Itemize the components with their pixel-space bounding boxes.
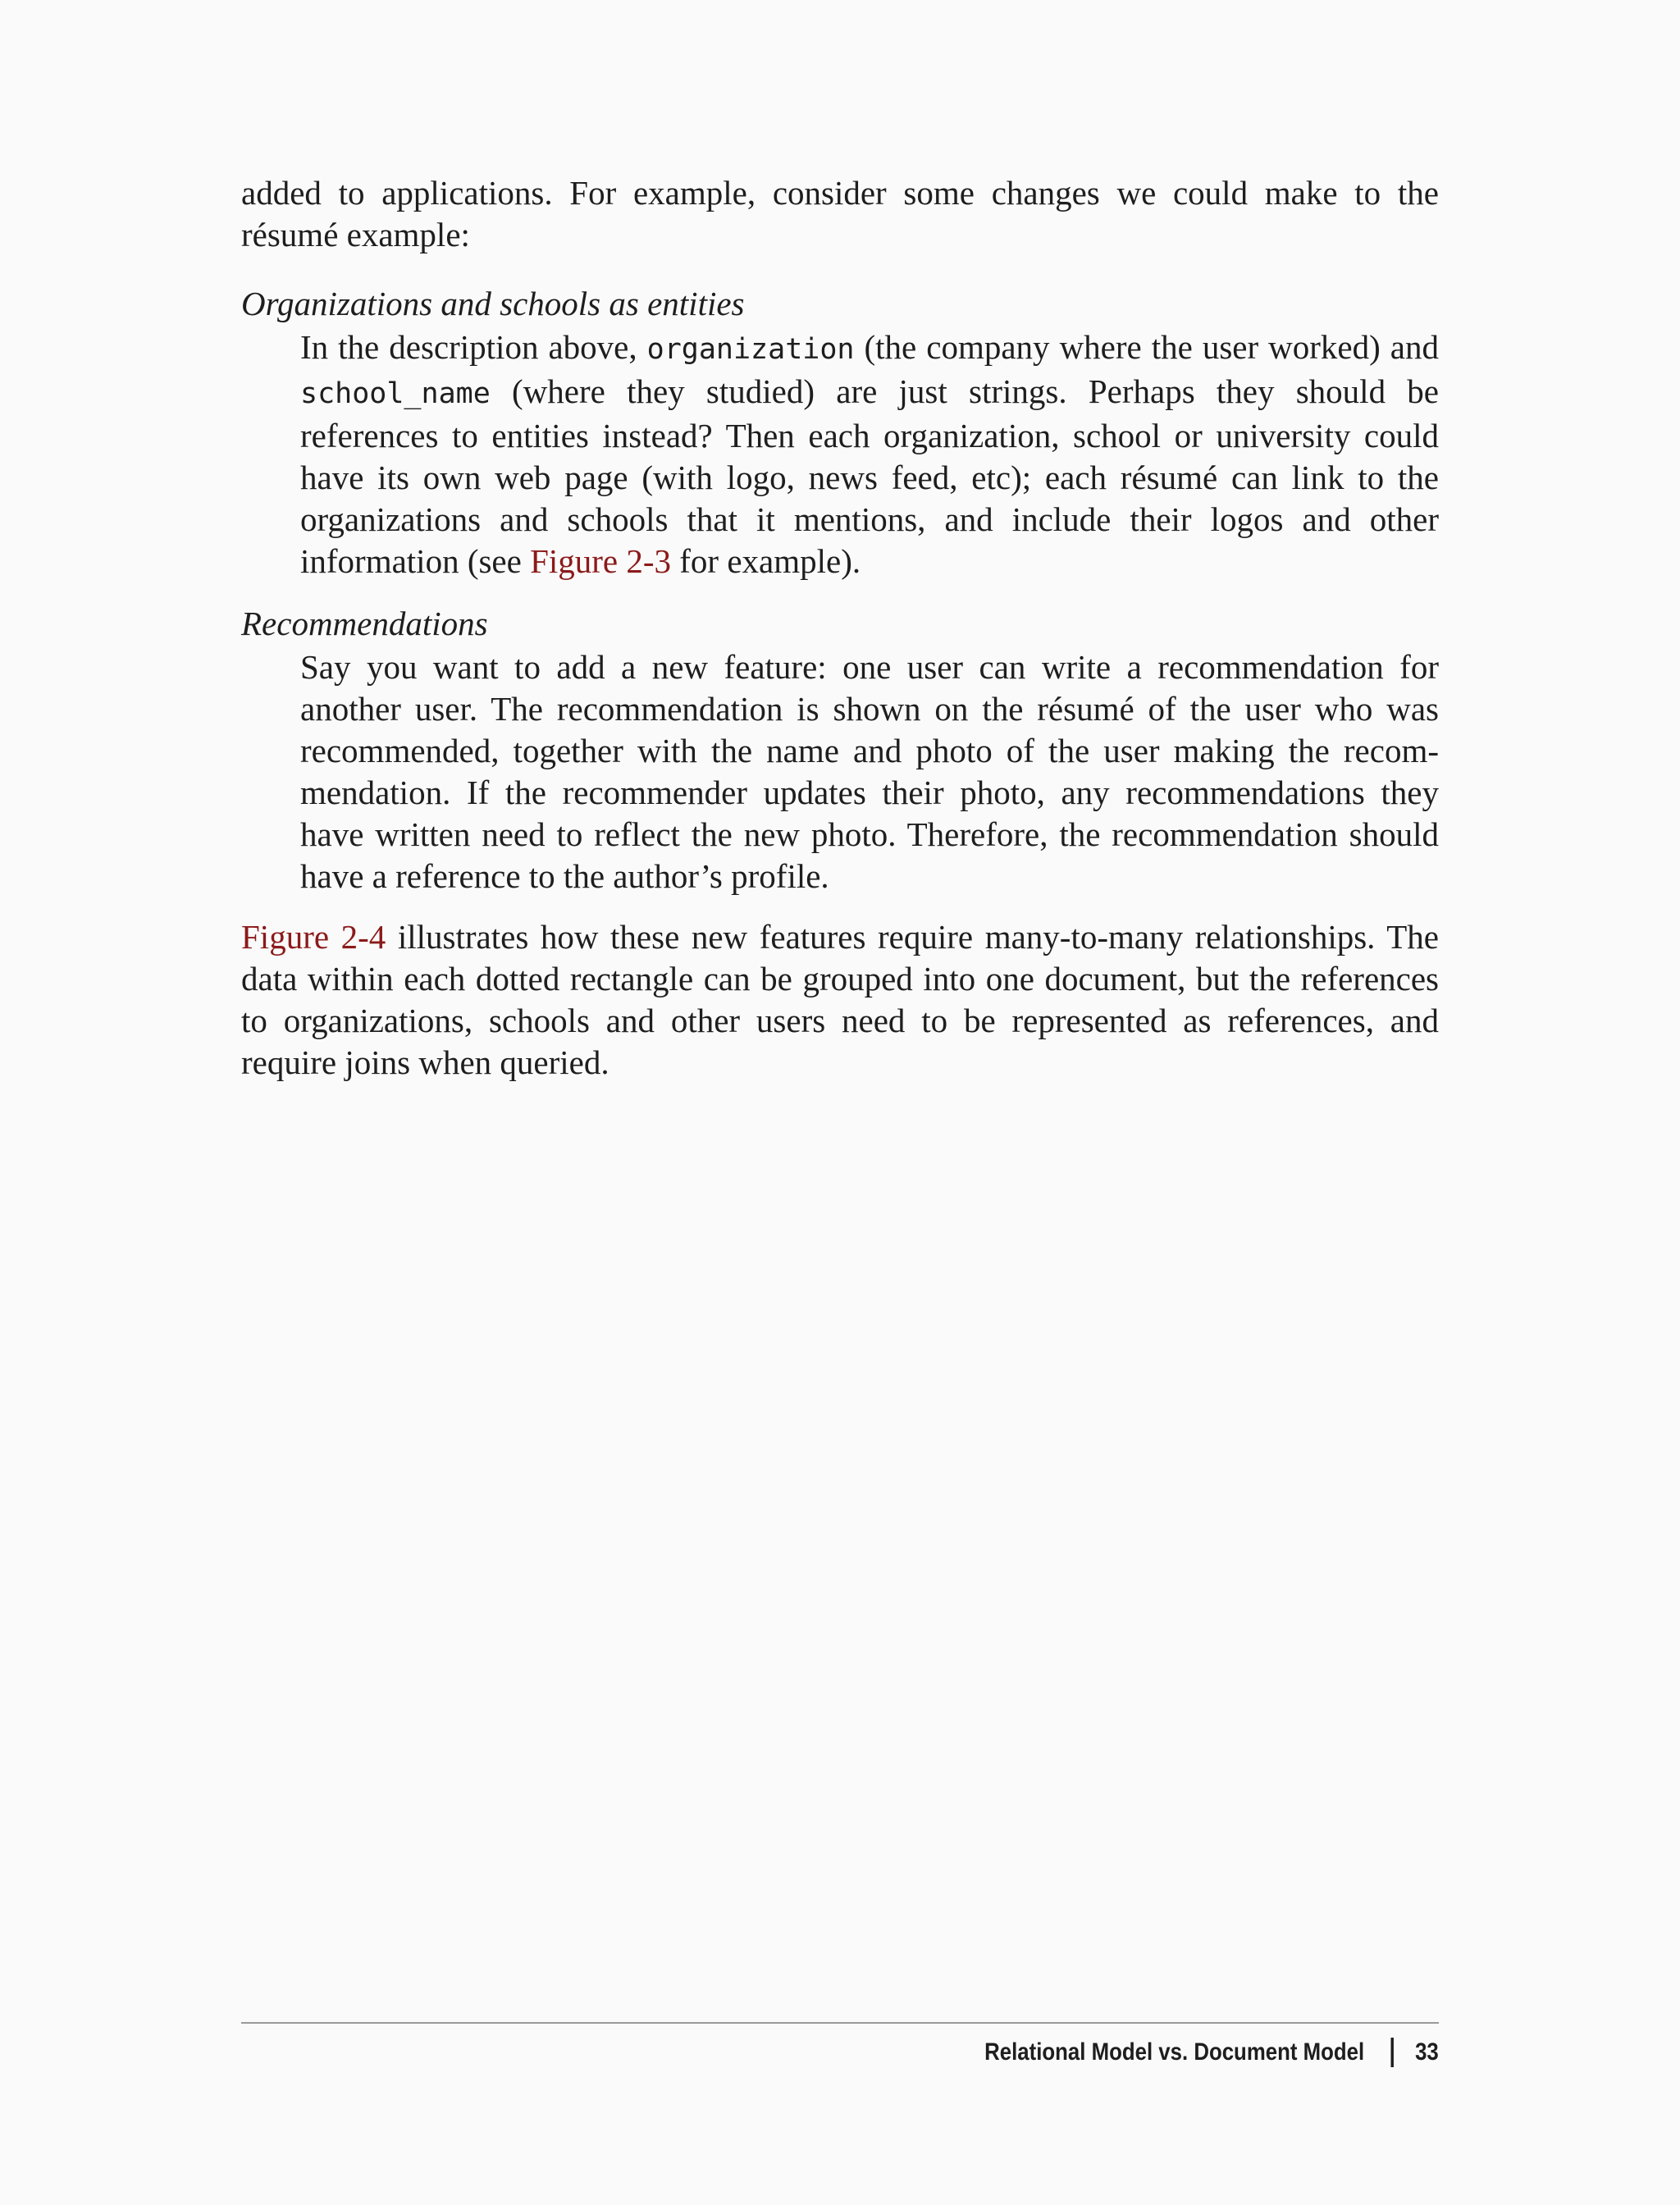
footer-divider [241,2022,1439,2024]
intro-paragraph [241,172,1439,256]
running-footer [984,2034,1439,2070]
desc-text: In the description above, [300,328,647,366]
desc-text: for example). [671,542,861,580]
closing-text: illustrates how these new features require many-to-many relationships. The data within each dotted rectangle can be grouped into one document, but the references to organizations, schools and other users need to be represented as references, and require joins when queried. [241,918,1439,1081]
closing-paragraph [241,916,1439,1084]
term-organizations-schools: Organizations and schools as entities [241,285,745,322]
code-school-name: school_name [300,377,491,410]
footer-section-title: Relational Model vs. Document Model [984,2038,1365,2066]
description-organizations-schools [300,326,1439,582]
desc-text: Say you want to add a new feature: one user can write a recommendation for another user. The recommendation is shown on the résumé of the user who was recommended, together with the name and photo of the user making the recommendation. If the recommender updates their photo, any recommendations they have written need to reflect the new photo. Therefore, the recommendation should have a reference to the author’s profile. [300,648,1439,895]
footer-separator [1391,2038,1394,2067]
desc-text: (where they studied) are just strings. Perhaps they should be references to entities instead? Then each organization, school or university could have its own web page (with logo, news feed, etc); each résumé can link to the organizations and schools that it mentions, and include their logos and other information (see [300,372,1439,580]
intro-text: added to applications. For example, consider some changes we could make to the résumé example: [241,174,1439,253]
figure-2-3-link[interactable]: Figure 2-3 [530,542,672,580]
term-recommendations: Recommendations [241,605,488,642]
code-organization: organization [646,333,855,366]
description-recommendations [300,646,1439,897]
figure-2-4-link[interactable]: Figure 2-4 [241,918,386,956]
desc-text: (the company where the user worked) and [854,328,1439,366]
page-number: 33 [1415,2038,1439,2066]
